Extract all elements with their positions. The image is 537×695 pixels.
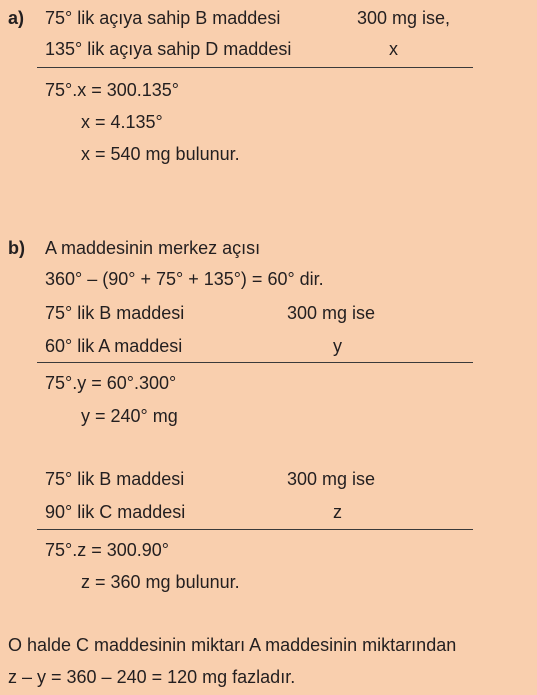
part-a-result: x = 540 mg bulunur. (81, 144, 240, 164)
part-b-prop1-given-right: 300 mg ise (287, 303, 376, 323)
part-a-divider (37, 67, 473, 68)
part-b-prop1-unknown-left: 60° lik A maddesi (45, 336, 183, 356)
part-b-prop2-result: z = 360 mg bulunur. (81, 572, 240, 592)
part-a-calc-1: 75°.x = 300.135° (45, 80, 179, 100)
part-b-prop1-unknown-right: y (333, 336, 342, 356)
part-a-unknown-right: x (389, 39, 398, 59)
part-a-unknown-left: 135° lik açıya sahip D maddesi (45, 39, 292, 59)
part-b-angle-equation: 360° – (90° + 75° + 135°) = 60° dir. (45, 269, 324, 289)
part-b-prop2-given-right: 300 mg ise (287, 469, 376, 489)
part-b-prop1-calc-1: 75°.y = 60°.300° (45, 373, 177, 393)
part-b-intro: A maddesinin merkez açısı (45, 238, 261, 258)
part-a-given-right: 300 mg ise, (357, 8, 451, 28)
part-a-given-left: 75° lik açıya sahip B maddesi (45, 8, 281, 28)
part-a-calc-2: x = 4.135° (81, 112, 163, 132)
part-b-prop1-given-left: 75° lik B maddesi (45, 303, 185, 323)
part-b-prop2-given-left: 75° lik B maddesi (45, 469, 185, 489)
part-b-prop2-unknown-right: z (333, 502, 342, 522)
part-b-prop2-unknown-left: 90° lik C maddesi (45, 502, 186, 522)
conclusion-line-2: z – y = 360 – 240 = 120 mg fazladır. (8, 667, 296, 687)
part-b-prop1-divider (37, 362, 473, 363)
part-a-label: a) (8, 8, 25, 28)
part-b-prop1-result: y = 240° mg (81, 406, 178, 426)
part-b-label: b) (8, 238, 25, 258)
part-b-prop2-divider (37, 529, 473, 530)
conclusion-line-1: O halde C maddesinin miktarı A maddesinin miktarından (8, 635, 457, 655)
part-b-prop2-calc-1: 75°.z = 300.90° (45, 540, 169, 560)
